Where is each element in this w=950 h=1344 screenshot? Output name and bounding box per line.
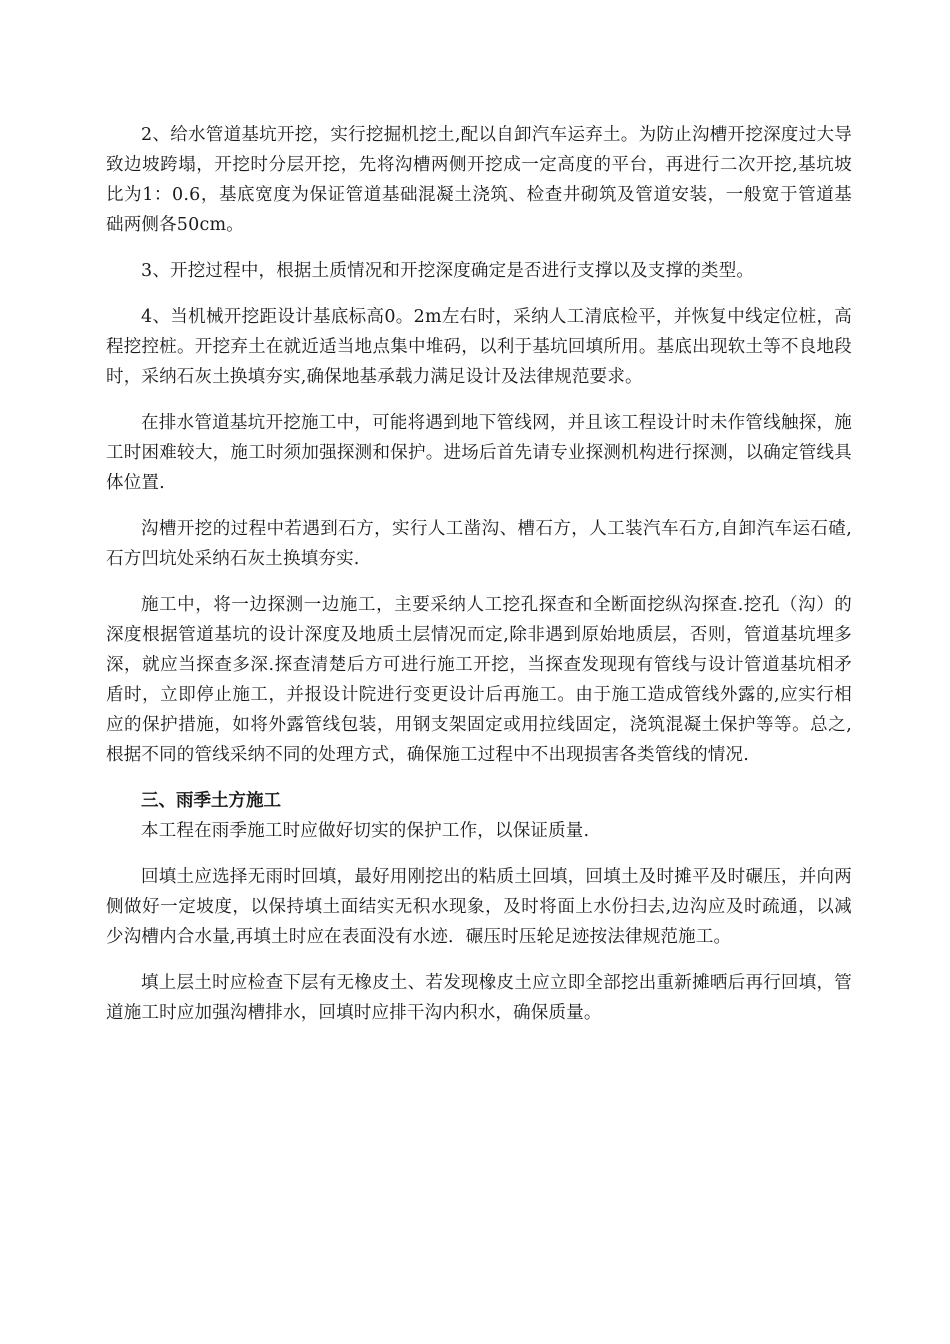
paragraph-drainage-pipeline-detection: 在排水管道基坑开挖施工中，可能将遇到地下管线网，并且该工程设计时未作管线触探，施工时困难较大，施工时须加强探测和保护。进场后首先请专业探测机构进行探测，以确定管线具体位置. xyxy=(106,413,852,493)
paragraph-excavation-method: 2、给水管道基坑开挖，实行挖掘机挖土,配以自卸汽车运弃土。为防止沟槽开挖深度过大导致边坡跨塌，开挖时分层开挖，先将沟槽两侧开挖成一定高度的平台，再进行二次开挖,基坑坡比为1：0.6，基底宽度为保证管道基础混凝土浇筑、检查井砌筑及管道安装，一般宽于管道基础两侧各50cm。 xyxy=(106,125,852,235)
paragraph-rock-excavation: 沟槽开挖的过程中若遇到石方，实行人工凿沟、槽石方，人工装汽车石方,自卸汽车运石碴,石方凹坑处采纳石灰土换填夯实. xyxy=(106,519,852,569)
paragraph-rubber-soil: 填上层土时应检查下层有无橡皮土、若发现橡皮土应立即全部挖出重新摊晒后再行回填，管道施工时应加强沟槽排水，回填时应排干沟内积水，确保质量。 xyxy=(106,973,852,1023)
paragraph-support-decision: 3、开挖过程中，根据土质情况和开挖深度确定是否进行支撑以及支撑的类型。 xyxy=(141,261,755,281)
paragraph-probe-while-building: 施工中，将一边探测一边施工，主要采纳人工挖孔探查和全断面挖纵沟探查.挖孔（沟）的深度根据管道基坑的设计深度及地质土层情况而定,除非遇到原始地质层，否则，管道基坑埋多深，就应当探查多深.探查清楚后方可进行施工开挖，当探查发现现有管线与设计管道基坑相矛盾时，立即停止施工，并报设计院进行变更设计后再施工。由于施工造成管线外露的,应实行相应的保护措施，如将外露管线包装，用钢支架固定或用拉线固定，浇筑混凝土保护等等。总之,根据不同的管线采纳不同的处理方式，确保施工过程中不出现损害各类管线的情况. xyxy=(106,595,852,765)
paragraph-rainy-season-intro: 本工程在雨季施工时应做好切实的保护工作，以保证质量. xyxy=(141,821,590,841)
section-heading-rainy-season: 三、雨季土方施工 xyxy=(141,791,281,811)
document-body xyxy=(106,120,852,1044)
paragraph-backfill-rules: 回填土应选择无雨时回填，最好用刚挖出的粘质土回填，回填土及时摊平及时碾压，并向两侧做好一定坡度，以保持填土面结实无积水现象，及时将面上水份扫去,边沟应及时疏通，以减少沟槽内合水量,再填土时应在表面没有水迹．碾压时压轮足迹按法律规范施工。 xyxy=(106,867,852,947)
paragraph-manual-cleanup: 4、当机械开挖距设计基底标高0。2m左右时，采纳人工清底检平，并恢复中线定位桩，高程挖控桩。开挖弃土在就近适当地点集中堆码，以利于基坑回填所用。基底出现软土等不良地段时，采纳石灰土换填夯实,确保地基承载力满足设计及法律规范要求。 xyxy=(106,307,852,387)
